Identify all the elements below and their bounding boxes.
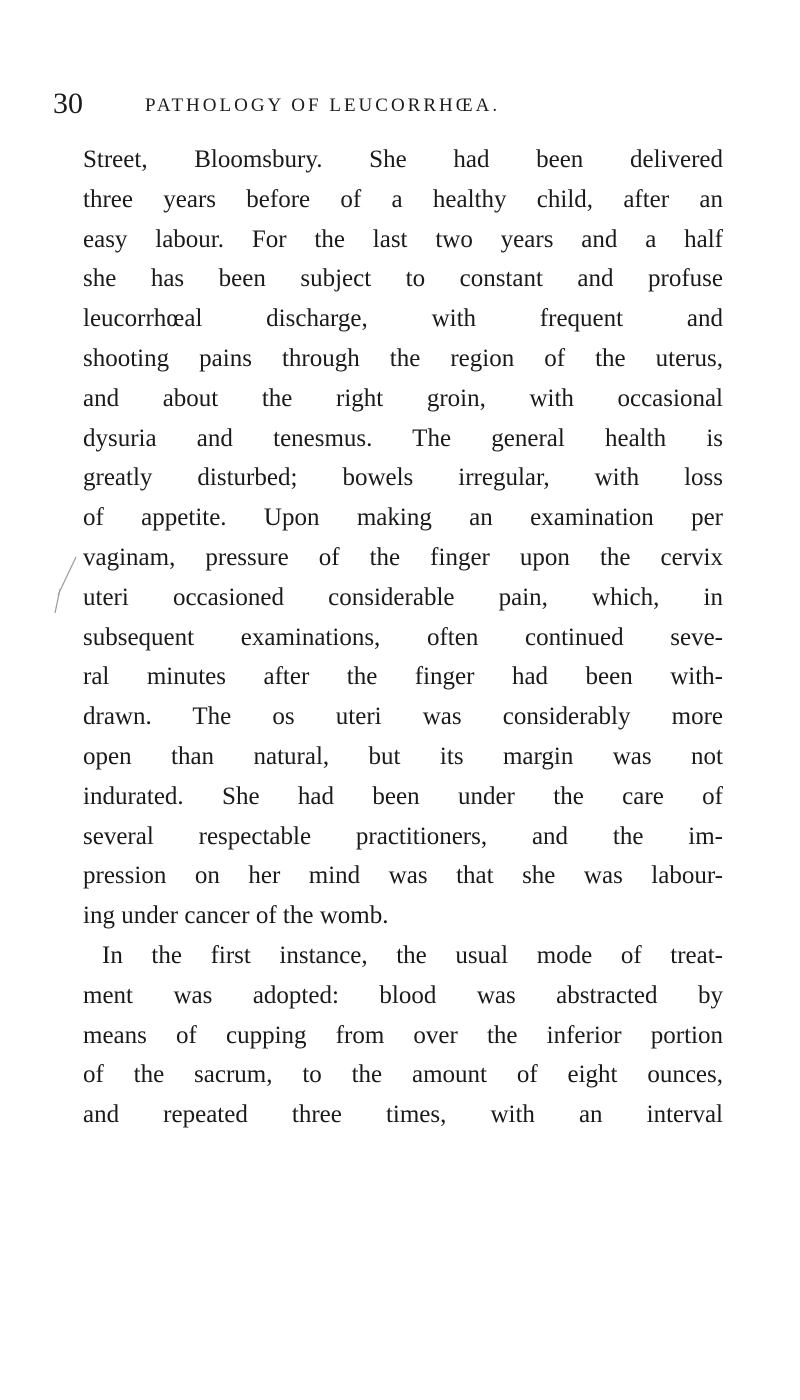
text-line: indurated. She had been under the care of [83, 782, 723, 810]
text-line: of appetite. Upon making an examination per [83, 504, 723, 532]
text-line: shooting pains through the region of the uterus, [83, 344, 723, 372]
text-line: ment was adopted: blood was abstracted by [83, 981, 723, 1009]
text-line: In the first instance, the usual mode of treat- [102, 941, 723, 969]
text-line: vaginam, pressure of the finger upon the cervix [83, 543, 723, 571]
text-line: ing under cancer of the womb. [83, 902, 389, 930]
text-line: Street, Bloomsbury. She had been delivered [83, 146, 723, 173]
text-line: dysuria and tenesmus. The general health is [83, 424, 723, 452]
text-line: she has been subject to constant and profuse [83, 265, 723, 293]
running-title: PATHOLOGY OF LEUCORRHŒA. [145, 95, 501, 116]
margin-pencil-mark [52, 555, 80, 617]
body-text [83, 140, 723, 1135]
text-line: and about the right groin, with occasional [83, 384, 723, 412]
text-line: drawn. The os uteri was considerably more [83, 703, 723, 731]
text-line: pression on her mind was that she was labour- [83, 862, 723, 890]
text-line: and repeated three times, with an interval [83, 1101, 723, 1129]
text-line: three years before of a healthy child, after an [83, 185, 723, 213]
text-line: easy labour. For the last two years and a half [83, 225, 723, 253]
text-line: open than natural, but its margin was not [83, 742, 723, 770]
text-line: means of cupping from over the inferior portion [83, 1021, 723, 1049]
text-line: uteri occasioned considerable pain, which, in [83, 583, 723, 611]
text-line: several respectable practitioners, and the im- [83, 822, 723, 850]
text-line: of the sacrum, to the amount of eight ounces, [83, 1061, 723, 1089]
text-line: greatly disturbed; bowels irregular, with loss [83, 464, 723, 492]
text-line: subsequent examinations, often continued seve- [83, 623, 723, 651]
page-number: 30 [53, 87, 83, 120]
text-line: leucorrhœal discharge, with frequent and [83, 305, 723, 333]
text-line: ral minutes after the finger had been with- [83, 663, 723, 691]
running-head [53, 84, 753, 124]
